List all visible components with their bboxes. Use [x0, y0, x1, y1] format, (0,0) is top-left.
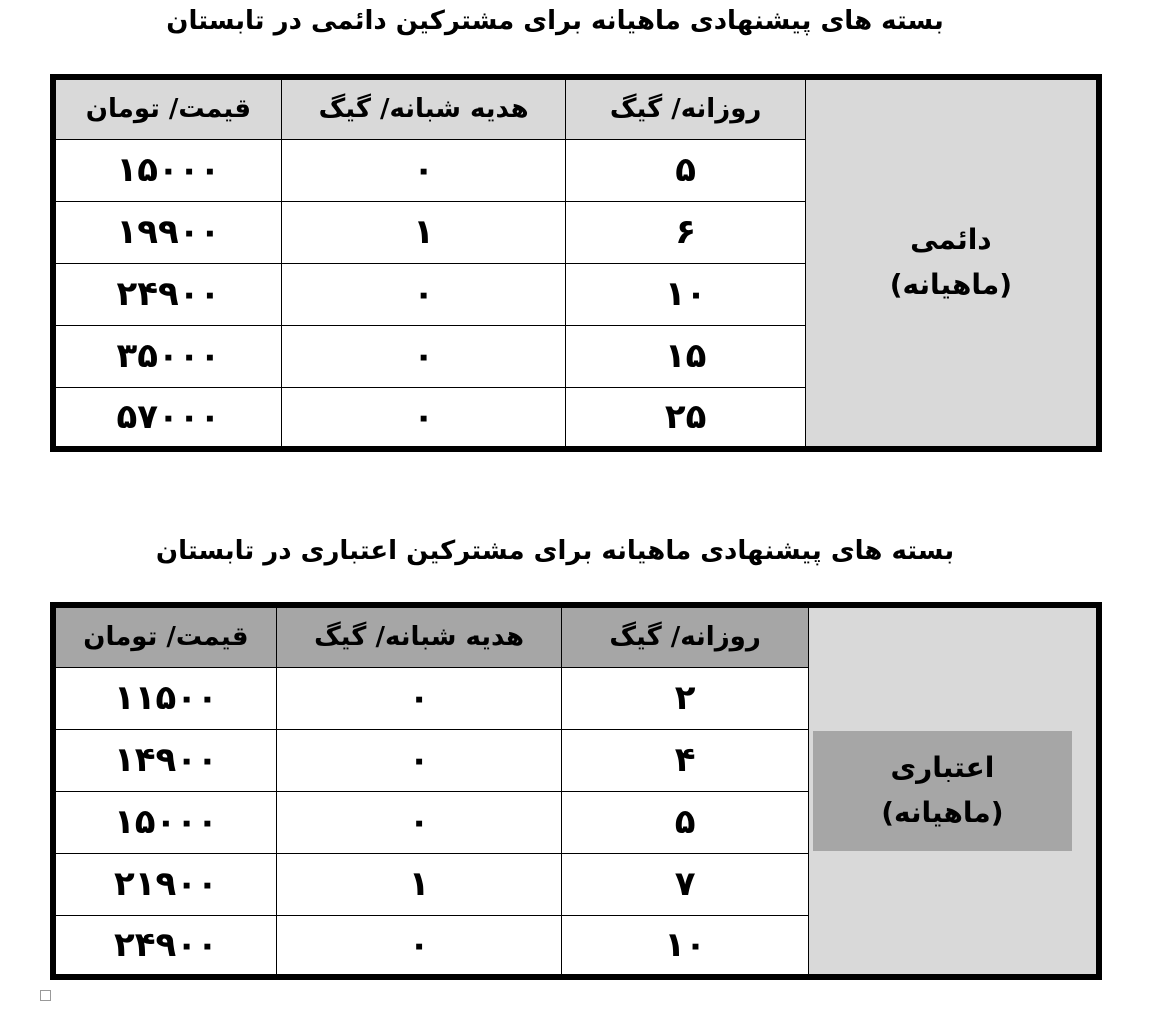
category-sub-label: (ماهیانه) [881, 796, 1004, 829]
gift-cell: ۰ [276, 791, 562, 853]
category-box [813, 731, 1072, 851]
daily-cell: ۲ [562, 667, 808, 729]
category-label: اعتباری [890, 751, 995, 785]
gift-cell: ۱ [276, 853, 562, 915]
daily-cell: ۱۰ [562, 915, 808, 977]
daily-cell: ۴ [562, 729, 808, 791]
price-cell: ۳۵۰۰۰ [53, 325, 281, 387]
title-prepaid-packages: بسته های پیشنهادی ماهیانه برای مشترکین اعتباری در تابستان [155, 536, 955, 566]
price-cell: ۲۱۹۰۰ [53, 853, 276, 915]
price-cell: ۲۴۹۰۰ [53, 263, 281, 325]
permanent-packages-table [50, 74, 1102, 452]
daily-cell: ۷ [562, 853, 808, 915]
price-cell: ۱۴۹۰۰ [53, 729, 276, 791]
daily-cell: ۱۰ [566, 263, 805, 325]
gift-cell: ۰ [276, 667, 562, 729]
price-cell: ۱۹۹۰۰ [53, 201, 281, 263]
daily-cell: ۲۵ [566, 387, 805, 449]
gift-cell: ۰ [276, 729, 562, 791]
header-price: قیمت/ تومان [53, 605, 276, 667]
header-daily: روزانه/ گیگ [562, 605, 808, 667]
table-header-row [53, 77, 1099, 139]
gift-cell: ۰ [276, 915, 562, 977]
gift-cell: ۰ [281, 139, 566, 201]
paragraph-anchor-marker [40, 990, 51, 1001]
category-sub-label: (ماهیانه) [889, 268, 1013, 301]
header-night-gift: هدیه شبانه/ گیگ [276, 605, 562, 667]
prepaid-packages-table [50, 602, 1102, 980]
price-cell: ۱۱۵۰۰ [53, 667, 276, 729]
daily-cell: ۶ [566, 201, 805, 263]
gift-cell: ۱ [281, 201, 566, 263]
price-cell: ۱۵۰۰۰ [53, 791, 276, 853]
title-permanent-packages: بسته های پیشنهادی ماهیانه برای مشترکین دائمی در تابستان [166, 6, 944, 36]
category-cell [808, 605, 1099, 977]
header-price: قیمت/ تومان [53, 77, 281, 139]
daily-cell: ۱۵ [566, 325, 805, 387]
category-cell [805, 77, 1099, 449]
category-label: دائمی [910, 223, 992, 257]
price-cell: ۵۷۰۰۰ [53, 387, 281, 449]
gift-cell: ۰ [281, 325, 566, 387]
table-header-row [53, 605, 1099, 667]
price-cell: ۱۵۰۰۰ [53, 139, 281, 201]
header-night-gift: هدیه شبانه/ گیگ [281, 77, 566, 139]
daily-cell: ۵ [562, 791, 808, 853]
gift-cell: ۰ [281, 263, 566, 325]
price-cell: ۲۴۹۰۰ [53, 915, 276, 977]
daily-cell: ۵ [566, 139, 805, 201]
gift-cell: ۰ [281, 387, 566, 449]
header-daily: روزانه/ گیگ [566, 77, 805, 139]
